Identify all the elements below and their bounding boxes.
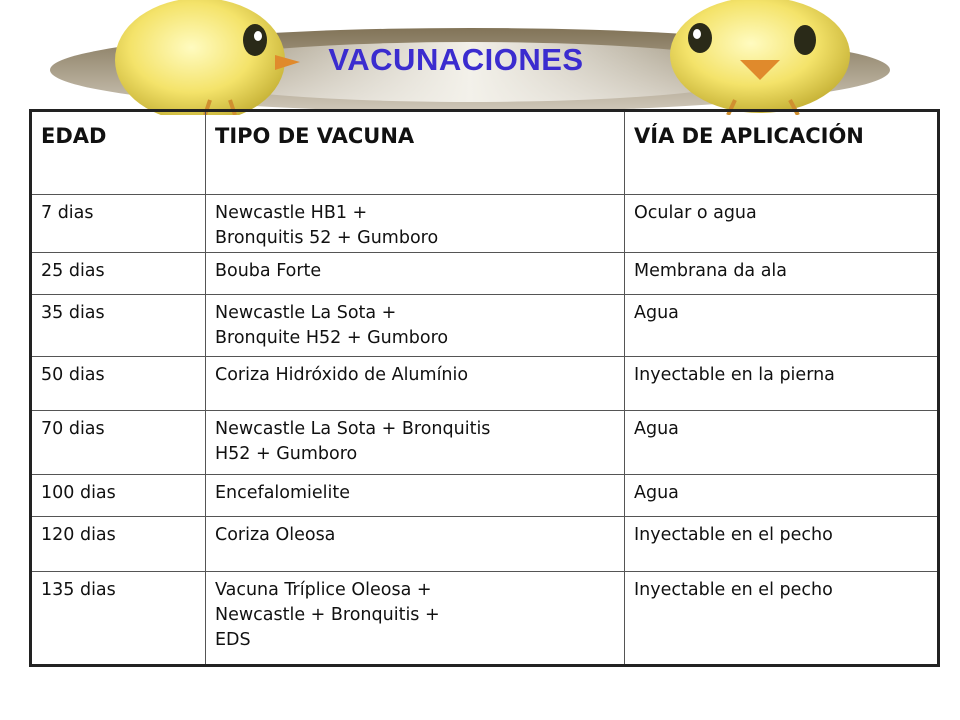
- page-title: VACUNACIONES: [328, 42, 584, 77]
- cell-via: Ocular o agua: [625, 195, 939, 253]
- cell-tipo: Coriza Oleosa: [206, 517, 625, 572]
- cell-via: Membrana da ala: [625, 253, 939, 295]
- cell-edad: 100 dias: [31, 475, 206, 517]
- table-row: [31, 572, 939, 666]
- cell-edad: 35 dias: [31, 295, 206, 357]
- cell-tipo: Newcastle HB1 + Bronquitis 52 + Gumboro: [206, 195, 625, 253]
- cell-via: Agua: [625, 475, 939, 517]
- header-via-de-aplicacion: VÍA DE APLICACIÓN: [625, 111, 939, 195]
- cell-edad: 25 dias: [31, 253, 206, 295]
- table-row: [31, 195, 939, 253]
- cell-tipo: Bouba Forte: [206, 253, 625, 295]
- header-edad: EDAD: [31, 111, 206, 195]
- cell-edad: 120 dias: [31, 517, 206, 572]
- header-tipo-de-vacuna: TIPO DE VACUNA: [206, 111, 625, 195]
- cell-edad: 50 dias: [31, 357, 206, 411]
- cell-tipo: Vacuna Tríplice Oleosa + Newcastle + Bronquitis + EDS: [206, 572, 625, 666]
- cell-tipo: Newcastle La Sota + Bronquite H52 + Gumboro: [206, 295, 625, 357]
- table-row: [31, 253, 939, 295]
- table-row: [31, 357, 939, 411]
- cell-via: Agua: [625, 411, 939, 475]
- table-row: [31, 517, 939, 572]
- cell-via: Inyectable en la pierna: [625, 357, 939, 411]
- cell-edad: 70 dias: [31, 411, 206, 475]
- cell-via: Inyectable en el pecho: [625, 517, 939, 572]
- cell-edad: 135 dias: [31, 572, 206, 666]
- cell-tipo: Encefalomielite: [206, 475, 625, 517]
- cell-tipo: Coriza Hidróxido de Alumínio: [206, 357, 625, 411]
- table-row: [31, 295, 939, 357]
- table-header-row: [31, 111, 939, 195]
- cell-edad: 7 dias: [31, 195, 206, 253]
- table-row: [31, 411, 939, 475]
- table-row: [31, 475, 939, 517]
- cell-via: Inyectable en el pecho: [625, 572, 939, 666]
- cell-via: Agua: [625, 295, 939, 357]
- vaccination-table: [29, 109, 940, 667]
- cell-tipo: Newcastle La Sota + Bronquitis H52 + Gumboro: [206, 411, 625, 475]
